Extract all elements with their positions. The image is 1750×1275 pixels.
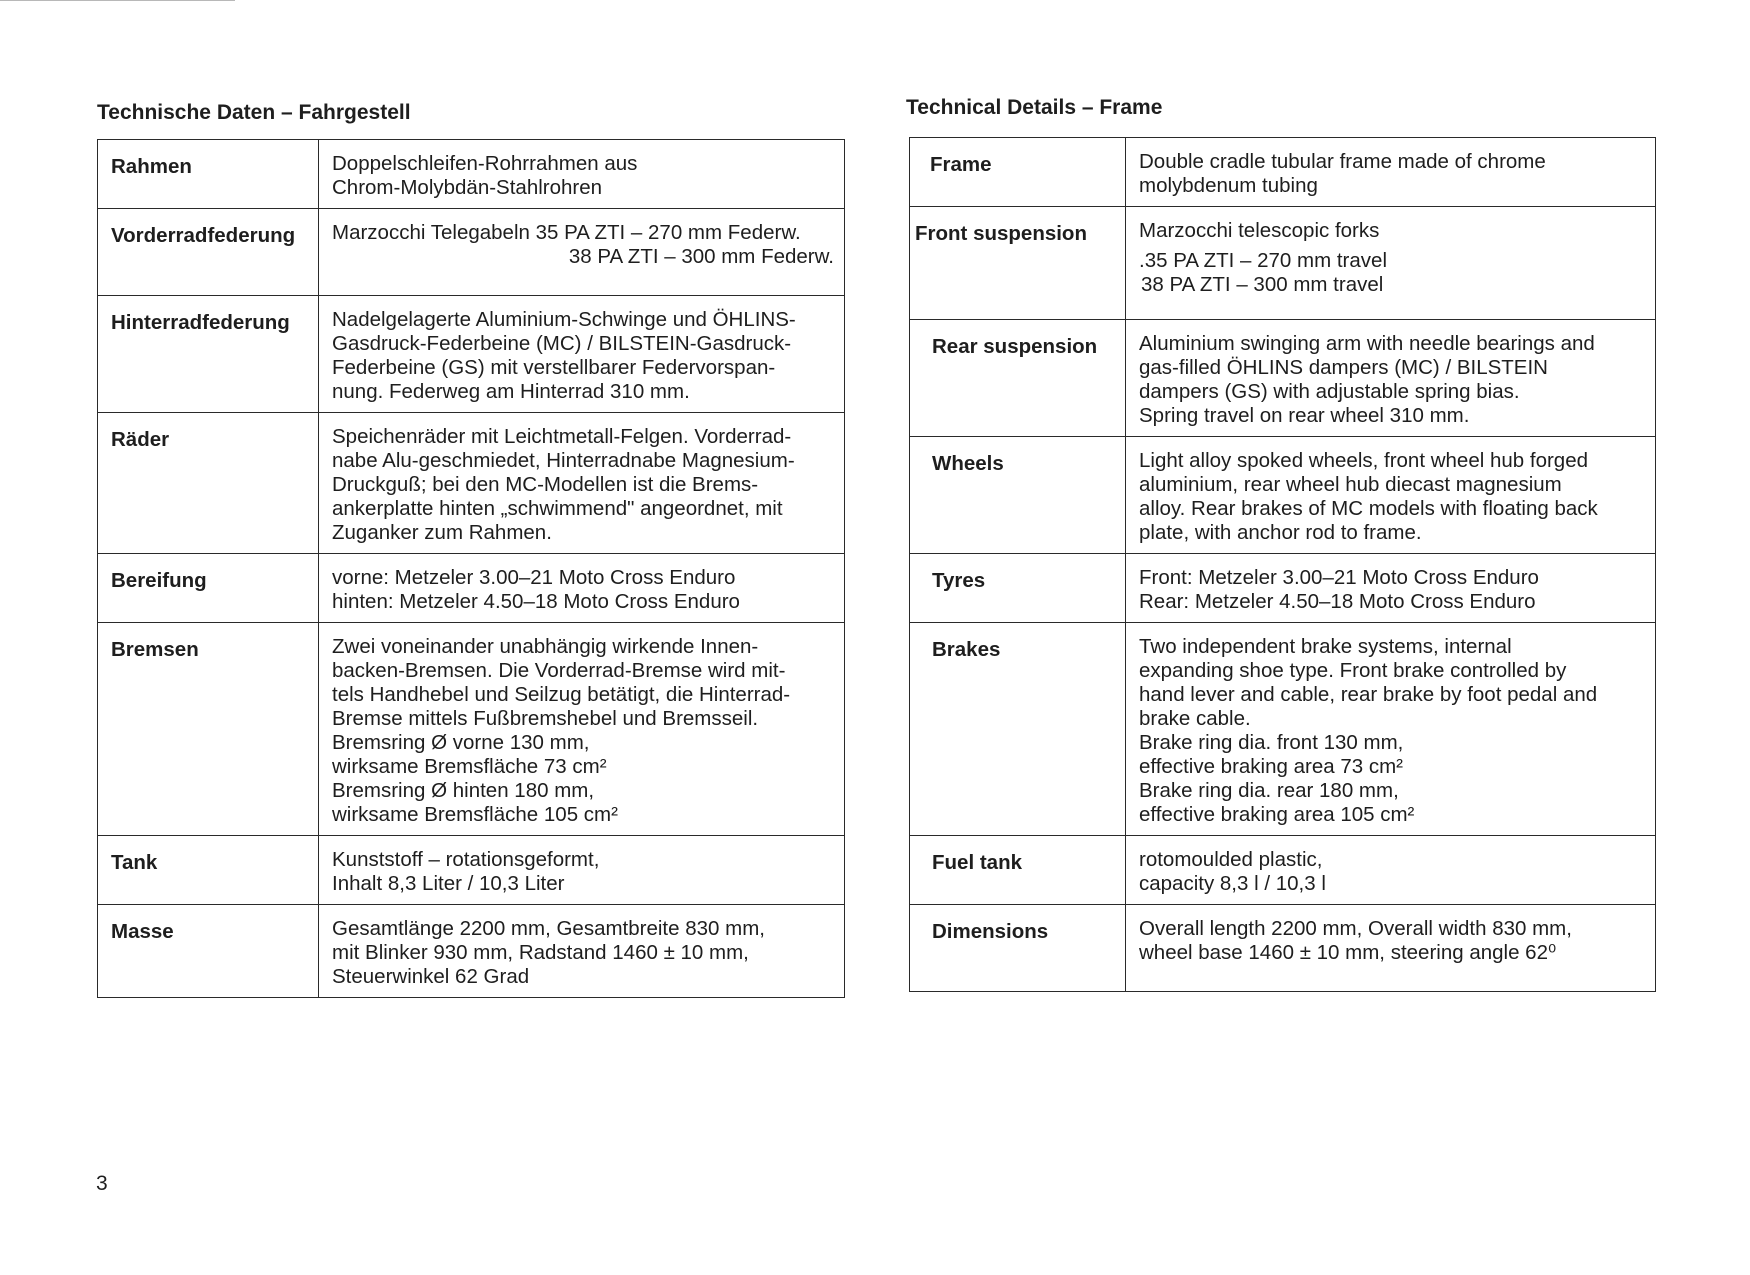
- table-row: [98, 836, 845, 905]
- row-value-fuel-tank: [1126, 836, 1656, 905]
- value-line: brake cable.: [1139, 707, 1251, 730]
- row-value-brakes: [1126, 623, 1656, 836]
- row-value-tyres: [1126, 554, 1656, 623]
- row-value-rear-suspension: [1126, 320, 1656, 437]
- row-label-rear-suspension: Rear suspension: [910, 320, 1126, 437]
- german-spec-table: [97, 139, 845, 998]
- german-section-title: Technische Daten – Fahrgestell: [97, 101, 411, 124]
- value-line: molybdenum tubing: [1139, 174, 1318, 197]
- value-line: Front: Metzeler 3.00–21 Moto Cross Enduro: [1139, 566, 1539, 589]
- table-row: [910, 207, 1656, 320]
- row-value-bremsen: [319, 623, 845, 836]
- value-line: Spring travel on rear wheel 310 mm.: [1139, 404, 1470, 427]
- value-line: Bremsring Ø hinten 180 mm,: [332, 779, 595, 802]
- row-value-rahmen: [319, 140, 845, 209]
- row-label-bereifung: Bereifung: [98, 554, 319, 623]
- value-line: Speichenräder mit Leichtmetall-Felgen. Vorderrad-: [332, 425, 792, 448]
- value-line: Double cradle tubular frame made of chrome: [1139, 150, 1546, 173]
- row-label-vorderradfederung: Vorderradfederung: [98, 209, 319, 296]
- value-line: 38 PA ZTI – 300 mm Federw.: [568, 245, 834, 268]
- value-line: mit Blinker 930 mm, Radstand 1460 ± 10 mm,: [332, 941, 749, 964]
- value-line: alloy. Rear brakes of MC models with floating back: [1139, 497, 1598, 520]
- row-label-front-suspension: Front suspension: [910, 207, 1126, 320]
- value-line: Overall length 2200 mm, Overall width 830 mm,: [1139, 917, 1572, 940]
- value-line: tels Handhebel und Seilzug betätigt, die Hinterrad-: [332, 683, 791, 706]
- value-line: backen-Bremsen. Die Vorderrad-Bremse wird mit-: [332, 659, 786, 682]
- value-line: Zuganker zum Rahmen.: [332, 521, 552, 544]
- row-value-raeder: [319, 413, 845, 554]
- table-row: [910, 905, 1656, 992]
- table-row: [98, 296, 845, 413]
- row-value-frame: [1126, 138, 1656, 207]
- value-line: Federbeine (GS) mit verstellbarer Federvorspan-: [332, 356, 776, 379]
- value-line: Two independent brake systems, internal: [1139, 635, 1512, 658]
- table-row: [98, 905, 845, 998]
- table-row: [98, 413, 845, 554]
- value-line: plate, with anchor rod to frame.: [1139, 521, 1422, 544]
- value-line: wheel base 1460 ± 10 mm, steering angle 62⁰: [1139, 941, 1557, 964]
- value-line: Gasdruck-Federbeine (MC) / BILSTEIN-Gasdruck-: [332, 332, 792, 355]
- value-line: dampers (GS) with adjustable spring bias.: [1139, 380, 1520, 403]
- value-line: Kunststoff – rotationsgeformt,: [332, 848, 600, 871]
- table-row: [98, 209, 845, 296]
- table-row: [910, 554, 1656, 623]
- value-line: rotomoulded plastic,: [1139, 848, 1323, 871]
- row-label-hinterradfederung: Hinterradfederung: [98, 296, 319, 413]
- row-label-frame: Frame: [910, 138, 1126, 207]
- row-value-dimensions: [1126, 905, 1656, 992]
- row-label-tyres: Tyres: [910, 554, 1126, 623]
- row-value-hinterradfederung: [319, 296, 845, 413]
- table-row: [910, 437, 1656, 554]
- value-line: nabe Alu-geschmiedet, Hinterradnabe Magnesium-: [332, 449, 795, 472]
- row-label-masse: Masse: [98, 905, 319, 998]
- row-label-fuel-tank: Fuel tank: [910, 836, 1126, 905]
- value-line: Brake ring dia. rear 180 mm,: [1139, 779, 1399, 802]
- top-edge-rule: [0, 0, 235, 1]
- value-line: aluminium, rear wheel hub diecast magnesium: [1139, 473, 1562, 496]
- value-line: Chrom-Molybdän-Stahlrohren: [332, 176, 603, 199]
- value-line: Rear: Metzeler 4.50–18 Moto Cross Enduro: [1139, 590, 1536, 613]
- row-label-tank: Tank: [98, 836, 319, 905]
- value-line: wirksame Bremsfläche 105 cm²: [332, 803, 618, 826]
- table-row: [910, 320, 1656, 437]
- table-row: [98, 554, 845, 623]
- table-row: [98, 140, 845, 209]
- value-line: ankerplatte hinten „schwimmend" angeordnet, mit: [332, 497, 783, 520]
- row-value-front-suspension: [1126, 207, 1656, 320]
- row-value-masse: [319, 905, 845, 998]
- value-line: Druckguß; bei den MC-Modellen ist die Brems-: [332, 473, 759, 496]
- value-line: Marzocchi telescopic forks: [1139, 219, 1380, 242]
- english-section-title: Technical Details – Frame: [906, 96, 1163, 119]
- value-line: Aluminium swinging arm with needle bearings and: [1139, 332, 1595, 355]
- table-row: [98, 623, 845, 836]
- value-line: effective braking area 73 cm²: [1139, 755, 1403, 778]
- value-line: 38 PA ZTI – 300 mm travel: [1141, 273, 1384, 296]
- value-line: Zwei voneinander unabhängig wirkende Innen-: [332, 635, 759, 658]
- value-line: gas-filled ÖHLINS dampers (MC) / BILSTEIN: [1139, 356, 1548, 379]
- english-spec-table: [909, 137, 1656, 992]
- row-value-wheels: [1126, 437, 1656, 554]
- value-line: wirksame Bremsfläche 73 cm²: [332, 755, 607, 778]
- value-line: vorne: Metzeler 3.00–21 Moto Cross Enduro: [332, 566, 736, 589]
- value-line: Marzocchi Telegabeln 35 PA ZTI – 270 mm Federw.: [332, 221, 801, 244]
- value-line: Light alloy spoked wheels, front wheel hub forged: [1139, 449, 1589, 472]
- value-line: Inhalt 8,3 Liter / 10,3 Liter: [332, 872, 565, 895]
- value-line: hand lever and cable, rear brake by foot pedal and: [1139, 683, 1598, 706]
- value-line: .35 PA ZTI – 270 mm travel: [1139, 249, 1387, 272]
- table-row: [910, 138, 1656, 207]
- value-line: Doppelschleifen-Rohrrahmen aus: [332, 152, 638, 175]
- value-line: nung. Federweg am Hinterrad 310 mm.: [332, 380, 690, 403]
- row-value-tank: [319, 836, 845, 905]
- row-value-vorderradfederung: [319, 209, 845, 296]
- table-row: [910, 623, 1656, 836]
- value-line: Gesamtlänge 2200 mm, Gesamtbreite 830 mm,: [332, 917, 765, 940]
- row-label-bremsen: Bremsen: [98, 623, 319, 836]
- value-line: Steuerwinkel 62 Grad: [332, 965, 530, 988]
- value-line: Bremse mittels Fußbremshebel und Bremsseil.: [332, 707, 759, 730]
- table-row: [910, 836, 1656, 905]
- value-line: hinten: Metzeler 4.50–18 Moto Cross Enduro: [332, 590, 740, 613]
- row-label-dimensions: Dimensions: [910, 905, 1126, 992]
- row-value-bereifung: [319, 554, 845, 623]
- value-line: Brake ring dia. front 130 mm,: [1139, 731, 1404, 754]
- value-line: capacity 8,3 l / 10,3 l: [1139, 872, 1326, 895]
- value-line: effective braking area 105 cm²: [1139, 803, 1415, 826]
- row-label-raeder: Räder: [98, 413, 319, 554]
- row-label-brakes: Brakes: [910, 623, 1126, 836]
- row-label-wheels: Wheels: [910, 437, 1126, 554]
- value-line: Nadelgelagerte Aluminium-Schwinge und ÖHLINS-: [332, 308, 796, 331]
- page-number: 3: [96, 1172, 108, 1195]
- value-line: expanding shoe type. Front brake controlled by: [1139, 659, 1567, 682]
- value-line: Bremsring Ø vorne 130 mm,: [332, 731, 590, 754]
- row-label-rahmen: Rahmen: [98, 140, 319, 209]
